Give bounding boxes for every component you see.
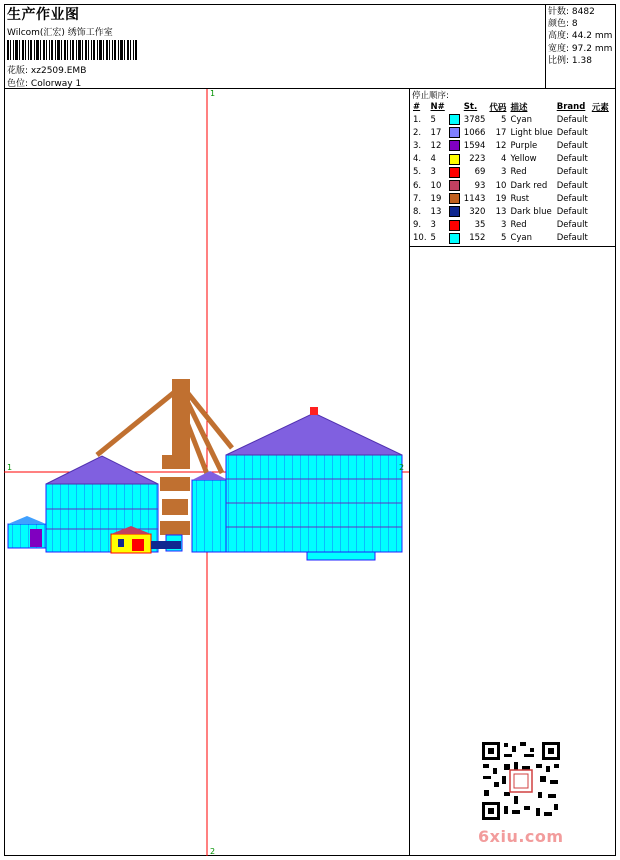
row-color-swatch: [447, 219, 462, 232]
row-brand: Default: [556, 127, 588, 138]
row-code: 12: [495, 140, 507, 151]
row-color-swatch: [447, 139, 462, 152]
row-element: [590, 232, 611, 245]
row-code: 5: [501, 233, 507, 244]
row-code: 3: [501, 167, 507, 178]
row-stitches: 3785: [463, 114, 486, 125]
row-description: Red: [510, 167, 527, 178]
row-needle: 19: [430, 193, 442, 204]
color-swatch: [449, 127, 460, 138]
stat-colors: 颜色: 8: [548, 19, 578, 30]
color-swatch: [449, 220, 460, 231]
row-index: 6.: [413, 180, 422, 191]
elevator-tower: [160, 379, 190, 551]
row-brand: Default: [556, 233, 588, 244]
row-description: Cyan: [510, 114, 532, 125]
row-brand: Default: [556, 180, 588, 191]
stats-panel: [546, 4, 616, 89]
row-description: Red: [510, 220, 527, 231]
table-row: [411, 192, 611, 205]
row-element: [590, 205, 611, 218]
stop-sequence-table: [411, 101, 611, 245]
row-stitches: 152: [469, 233, 486, 244]
stop-sequence-rows: [411, 113, 611, 245]
colorway-line: [7, 76, 81, 89]
page-title: 生产作业图: [7, 7, 80, 23]
row-index: 4.: [413, 154, 422, 165]
row-code: 5: [501, 114, 507, 125]
row-stitches: 35: [474, 220, 486, 231]
row-code: 10: [495, 180, 507, 191]
row-element: [590, 219, 611, 232]
row-index: 1.: [413, 114, 422, 125]
row-needle: 13: [430, 206, 442, 217]
row-brand: Default: [556, 193, 588, 204]
qr-code-image: [480, 740, 562, 822]
row-color-swatch: [447, 179, 462, 192]
row-index: 2.: [413, 127, 422, 138]
row-element: [590, 192, 611, 205]
color-swatch: [449, 206, 460, 217]
row-description: Purple: [510, 140, 538, 151]
col-header-element: 元素: [591, 103, 609, 113]
col-header-number: N#: [430, 102, 445, 112]
row-code: 4: [501, 154, 507, 165]
stat-height: 高度: 44.2 mm: [548, 31, 613, 42]
middle-bin: [192, 471, 228, 552]
row-color-swatch: [447, 232, 462, 245]
design-name-line: [7, 63, 86, 76]
axis-label-top: 1: [210, 89, 216, 98]
colorway-name: Colorway 1: [30, 79, 82, 89]
stat-scale: 比例: 1.38: [548, 55, 592, 66]
row-color-swatch: [447, 153, 462, 166]
color-swatch: [449, 114, 460, 125]
row-code: 17: [495, 127, 507, 138]
table-row: [411, 153, 611, 166]
table-row: [411, 179, 611, 192]
row-color-swatch: [447, 205, 462, 218]
row-needle: 5: [430, 233, 436, 244]
stat-stitches: 针数: 8482: [548, 7, 595, 17]
row-stitches: 1066: [463, 127, 486, 138]
colorway-label: 色位:: [7, 79, 29, 89]
row-needle: 17: [430, 127, 442, 138]
large-silo: [226, 407, 405, 560]
col-header-code: 代码: [489, 103, 507, 113]
table-row: [411, 113, 611, 126]
row-element: [590, 179, 611, 192]
row-brand: Default: [556, 167, 588, 178]
row-needle: 5: [430, 114, 436, 125]
color-swatch: [449, 193, 460, 204]
row-index: 7.: [413, 193, 422, 204]
row-element: [590, 139, 611, 152]
color-swatch: [449, 140, 460, 151]
stop-sequence-title: 停止顺序:: [412, 91, 449, 101]
row-brand: Default: [556, 114, 588, 125]
row-description: Light blue: [510, 127, 553, 138]
row-index: 8.: [413, 206, 422, 217]
color-swatch: [449, 167, 460, 178]
row-color-swatch: [447, 192, 462, 205]
shed: [8, 516, 46, 548]
row-stitches: 69: [474, 167, 486, 178]
row-element: [590, 113, 611, 126]
row-code: 13: [495, 206, 507, 217]
stop-sequence-box: [410, 89, 616, 247]
row-stitches: 1594: [463, 140, 486, 151]
axis-label-left: 1: [7, 463, 13, 472]
table-row: [411, 219, 611, 232]
design-label: 花版:: [7, 66, 29, 76]
design-preview-canvas: [4, 89, 410, 856]
header-info-panel: [4, 4, 546, 89]
design-preview-area: [4, 89, 410, 856]
row-needle: 4: [430, 154, 436, 165]
watermark-text: 6xiu.com: [478, 827, 564, 846]
row-index: 9.: [413, 220, 422, 231]
row-color-swatch: [447, 113, 462, 126]
row-index: 5.: [413, 167, 422, 178]
row-stitches: 1143: [463, 193, 486, 204]
row-brand: Default: [556, 206, 588, 217]
row-code: 19: [495, 193, 507, 204]
row-needle: 12: [430, 140, 442, 151]
barcode-image: [7, 40, 137, 60]
color-swatch: [449, 154, 460, 165]
row-stitches: 320: [469, 206, 486, 217]
row-description: Dark red: [510, 180, 548, 191]
row-color-swatch: [447, 166, 462, 179]
company-name: Wilcom(汇宏) 绣饰工作室: [7, 28, 113, 38]
row-stitches: 223: [469, 154, 486, 165]
row-element: [590, 153, 611, 166]
table-row: [411, 232, 611, 245]
col-header-color: [447, 101, 462, 113]
row-brand: Default: [556, 220, 588, 231]
table-header-row: [411, 101, 611, 113]
row-brand: Default: [556, 154, 588, 165]
color-swatch: [449, 180, 460, 191]
row-needle: 10: [430, 180, 442, 191]
col-header-stitches: St.: [463, 102, 478, 112]
design-name: xz2509.EMB: [30, 66, 87, 76]
color-swatch: [449, 233, 460, 244]
axis-label-bottom: 2: [210, 847, 216, 856]
row-needle: 3: [430, 220, 436, 231]
row-color-swatch: [447, 126, 462, 139]
row-index: 10.: [413, 233, 427, 244]
row-element: [590, 126, 611, 139]
row-brand: Default: [556, 140, 588, 151]
row-stitches: 93: [474, 180, 486, 191]
axis-label-right: 2: [399, 463, 405, 472]
col-header-index: #: [413, 102, 421, 112]
col-header-brand: Brand: [556, 102, 586, 112]
row-description: Rust: [510, 193, 530, 204]
table-row: [411, 205, 611, 218]
row-index: 3.: [413, 140, 422, 151]
table-row: [411, 166, 611, 179]
row-description: Yellow: [510, 154, 537, 165]
row-description: Cyan: [510, 233, 532, 244]
table-row: [411, 139, 611, 152]
stat-width: 宽度: 97.2 mm: [548, 43, 613, 54]
row-code: 3: [501, 220, 507, 231]
row-element: [590, 166, 611, 179]
col-header-description: 描述: [510, 103, 528, 113]
table-row: [411, 126, 611, 139]
row-needle: 3: [430, 167, 436, 178]
row-description: Dark blue: [510, 206, 552, 217]
